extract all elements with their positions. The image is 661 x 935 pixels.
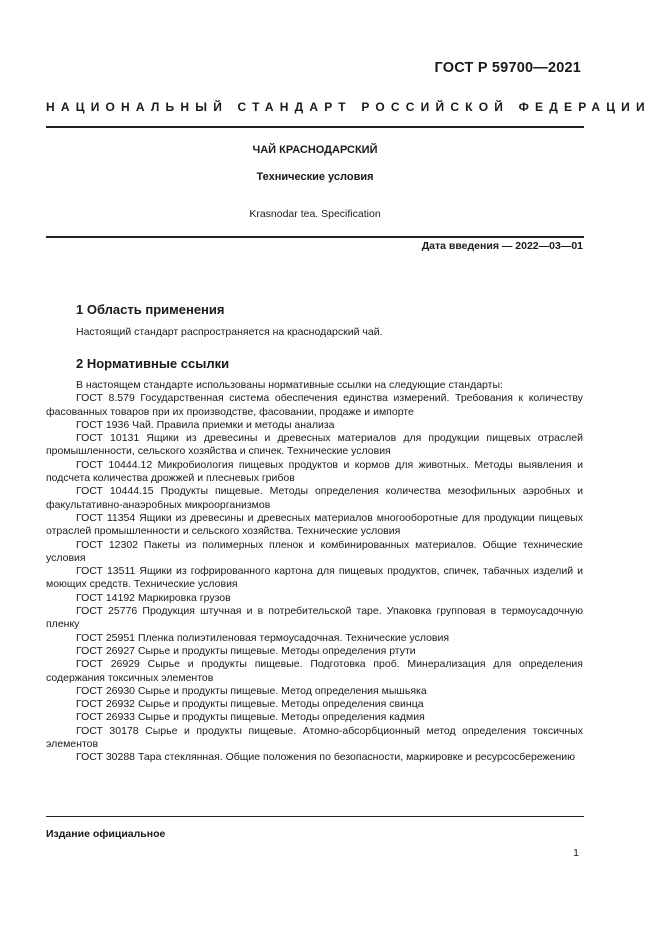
list-item: ГОСТ 26932 Сырье и продукты пищевые. Методы определения свинца xyxy=(76,698,424,711)
list-item: ГОСТ 14192 Маркировка грузов xyxy=(76,591,231,604)
list-item: ГОСТ 1936 Чай. Правила приемки и методы анализа xyxy=(76,418,335,431)
title-divider xyxy=(46,236,584,238)
national-standard-banner: НАЦИОНАЛЬНЫЙ СТАНДАРТ РОССИЙСКОЙ ФЕДЕРАЦИИ xyxy=(46,100,651,114)
list-item: ГОСТ 13511 Ящики из гофрированного картона для пищевых продуктов, спичек, табачных изделий и моющих средств. Технические условия xyxy=(46,565,583,591)
section-1-heading: 1 Область применения xyxy=(76,302,225,317)
introduction-date: Дата введения — 2022—03—01 xyxy=(421,240,583,252)
list-item: ГОСТ 12302 Пакеты из полимерных пленок и комбинированных материалов. Общие технические условия xyxy=(46,538,583,564)
page-number: 1 xyxy=(573,847,579,859)
list-item: ГОСТ 26929 Сырье и продукты пищевые. Подготовка проб. Минерализация для определения содержания токсичных элементов xyxy=(46,658,583,684)
list-item: ГОСТ 30178 Сырье и продукты пищевые. Атомно-абсорбционный метод определения токсичных элементов xyxy=(46,724,583,751)
list-item: ГОСТ 25776 Продукция штучная и в потребительской таре. Упаковка групповая в термоусадочную пленку xyxy=(46,605,583,631)
list-item: ГОСТ 26927 Сырье и продукты пищевые. Методы определения ртути xyxy=(76,644,416,657)
section-2-heading: 2 Нормативные ссылки xyxy=(76,356,230,371)
list-item: ГОСТ 10131 Ящики из древесины и древесных материалов для продукции пищевых отраслей промышленности, сельского хозяйства и спичек. Технические условия xyxy=(46,432,583,458)
list-item: ГОСТ 26933 Сырье и продукты пищевые. Методы определения кадмия xyxy=(76,711,425,724)
list-item: ГОСТ 10444.15 Продукты пищевые. Методы определения количества мезофильных аэробных и факультативно-анаэробных микроорганизмов xyxy=(46,485,583,511)
list-item: ГОСТ 25951 Пленка полиэтиленовая термоусадочная. Технические условия xyxy=(76,631,450,644)
list-item: ГОСТ 26930 Сырье и продукты пищевые. Метод определения мышьяка xyxy=(76,684,427,697)
header-divider xyxy=(46,126,584,128)
official-edition-label: Издание официальное xyxy=(46,828,166,840)
document-code: ГОСТ Р 59700—2021 xyxy=(434,60,581,76)
list-item: ГОСТ 30288 Тара стеклянная. Общие положения по безопасности, маркировке и ресурсосбережению xyxy=(76,751,575,764)
footer-divider xyxy=(46,816,584,817)
normative-references xyxy=(46,379,583,765)
english-title: Krasnodar tea. Specification xyxy=(249,208,381,220)
list-item: ГОСТ 8.579 Государственная система обеспечения единства измерений. Требования к количеству фасованных товаров при их производстве, фасовании, продаже и импорте xyxy=(46,392,583,418)
list-item: ГОСТ 11354 Ящики из древесины и древесных материалов многооборотные для продукции пищевых отраслей промышленности и сельского хозяйства. Технические условия xyxy=(46,511,583,538)
section-1-text: Настоящий стандарт распространяется на краснодарский чай. xyxy=(76,326,383,338)
list-item: ГОСТ 10444.12 Микробиология пищевых продуктов и кормов для животных. Методы выявления и подсчета количества дрожжей и плесневых грибов xyxy=(46,458,583,485)
standard-title: ЧАЙ КРАСНОДАРСКИЙ xyxy=(252,144,378,156)
standard-subtitle: Технические условия xyxy=(256,171,374,183)
references-intro: В настоящем стандарте использованы нормативные ссылки на следующие стандарты: xyxy=(76,379,503,391)
